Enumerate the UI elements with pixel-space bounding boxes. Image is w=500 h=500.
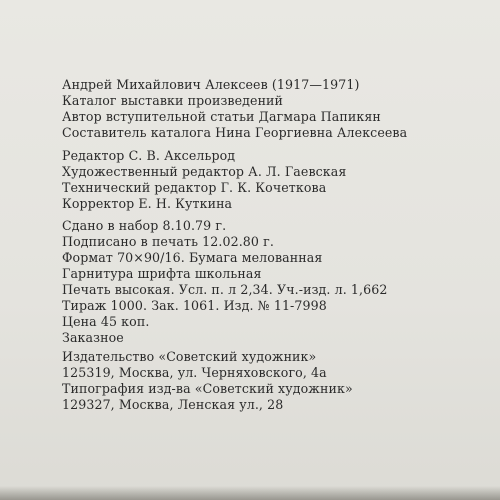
publisher-address-line: 125319, Москва, ул. Черняховского, 4а	[62, 365, 327, 380]
credit-line-artist: Андрей Михайлович Алексеев (1917—1971)	[62, 77, 360, 92]
print-details-block	[62, 218, 482, 346]
publisher-block	[62, 349, 482, 413]
publisher-name-line: Издательство «Советский художник»	[62, 349, 317, 364]
editors-block	[62, 148, 482, 212]
printer-address-line: 129327, Москва, Ленская ул., 28	[62, 397, 284, 412]
credit-line-compiler: Составитель каталога Нина Георгиевна Алексеева	[62, 125, 408, 140]
printing-line: Печать высокая. Усл. п. л 2,34. Уч.-изд. л. 1,662	[62, 282, 388, 297]
circulation-line: Тираж 1000. Зак. 1061. Изд. № 11-7998	[62, 298, 327, 313]
printer-name-line: Типография изд-ва «Советский художник»	[62, 381, 353, 396]
typeset-date-line: Сдано в набор 8.10.79 г.	[62, 218, 227, 233]
order-type-line: Заказное	[62, 330, 124, 345]
art-editor-line: Художественный редактор А. Л. Гаевская	[62, 164, 347, 179]
typeface-line: Гарнитура шрифта школьная	[62, 266, 262, 281]
signed-date-line: Подписано в печать 12.02.80 г.	[62, 234, 274, 249]
editor-line: Редактор С. В. Аксельрод	[62, 148, 236, 163]
credit-line-catalog: Каталог выставки произведений	[62, 93, 284, 108]
credit-line-author: Автор вступительной статьи Дагмара Папикян	[62, 109, 381, 124]
tech-editor-line: Технический редактор Г. К. Кочеткова	[62, 180, 327, 195]
format-line: Формат 70×90/16. Бумага мелованная	[62, 250, 323, 265]
credits-block	[62, 77, 482, 141]
proofreader-line: Корректор Е. Н. Куткина	[62, 196, 233, 211]
price-line: Цена 45 коп.	[62, 314, 150, 329]
page-edge-shadow	[0, 486, 500, 500]
